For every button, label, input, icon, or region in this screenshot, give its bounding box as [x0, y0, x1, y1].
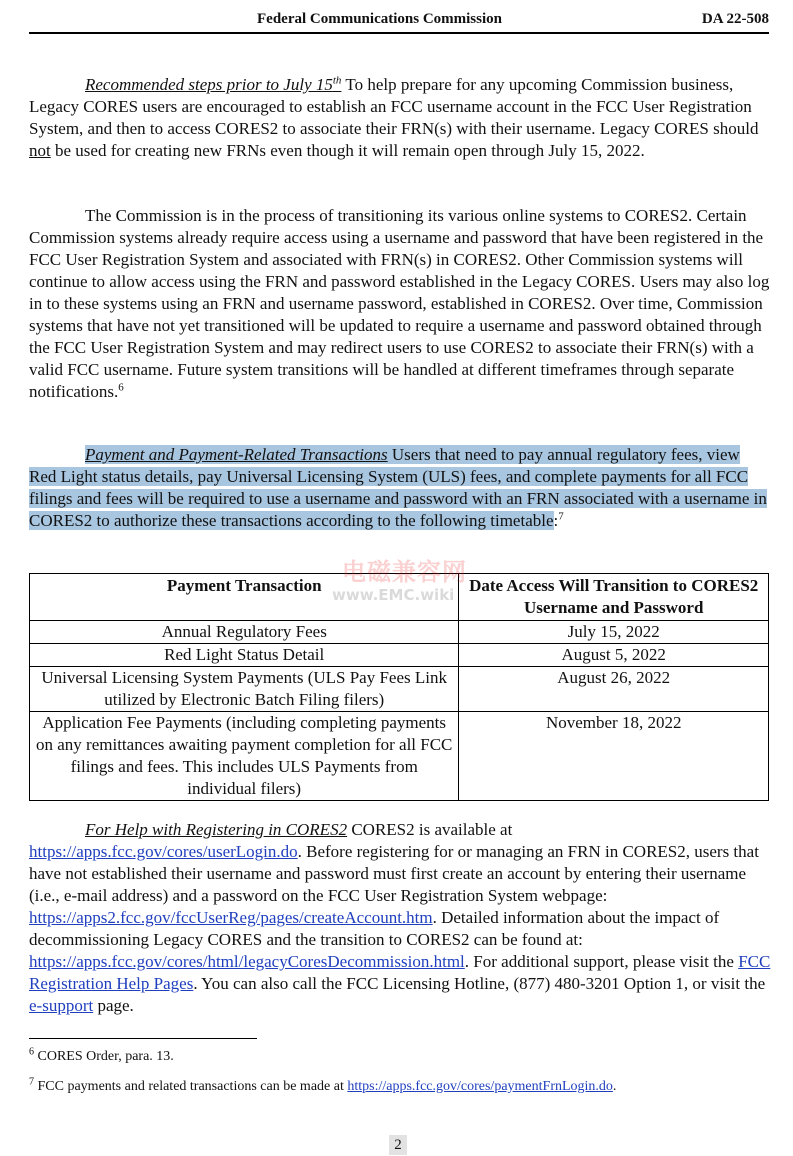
footnote-ref-6[interactable]: 6 [118, 381, 124, 394]
table-cell: August 26, 2022 [459, 667, 769, 712]
table-cell: August 5, 2022 [459, 644, 769, 667]
payment-frn-login-link[interactable]: https://apps.fcc.gov/cores/paymentFrnLogin.do [347, 1079, 613, 1094]
table-row [30, 712, 769, 801]
table-cell: Application Fee Payments (including completing payments on any remittances awaiting payment completion for all FCC filings and fees. This includes ULS Payments from individual filers) [30, 712, 459, 801]
footnote-ref-7[interactable]: 7 [558, 510, 564, 523]
table-cell: Annual Regulatory Fees [30, 621, 459, 644]
emphasis-not: not [29, 141, 51, 160]
paragraph-help-registering: For Help with Registering in CORES2 CORES2 is available at https://apps.fcc.gov/cores/userLogin.do. Before registering for or managing an FRN in CORES2, users that have not established their username and password must first create an account by entering their username (i.e., e-mail address) and a password on the FCC User Registration System webpage: https://apps2.fcc.gov/fccUserReg/pages/createAccount.htm. Detailed information about the impact of decommissioning Legacy CORES and the transition to CORES2 can be found at: https://apps.fcc.gov/cores/html/legacyCoresDecommission.html. For additional support, please visit the FCC Registration Help Pages. You can also call the FCC Licensing Hotline, (877) 480-3201 Option 1, or visit the e-support page. [29, 820, 771, 1015]
e-support-link[interactable]: e-support [29, 996, 94, 1015]
column-header-transaction: Payment Transaction [30, 574, 459, 621]
registration-help-pages-link[interactable]: FCC Registration Help Pages [29, 952, 771, 993]
page-header [29, 10, 769, 34]
footnote-divider [29, 1038, 257, 1039]
table-cell: November 18, 2022 [459, 712, 769, 801]
agency-name: Federal Communications Commission [257, 11, 502, 27]
paragraph-transition: The Commission is in the process of transitioning its various online systems to CORES2. Certain Commission systems already require access using a username and password that have been registered in the FCC User Registration System and associated with FRN(s) in CORES2. Other Commission systems will continue to allow access using the FRN and password established in the Legacy CORES. Users may also log in to these systems using an FRN and username password, established in CORES2. Over time, Commission systems that have not yet transitioned will be updated to require a username and password obtained through the FCC User Registration System and may redirect users to use CORES2 to associate their FRN(s) with a valid FCC username. Future system transitions will be handled at different timeframes through separate notifications.$^6$ [29, 206, 770, 401]
payment-transactions-heading: Payment and Payment-Related Transactions [85, 445, 388, 464]
table-cell: Red Light Status Detail [30, 644, 459, 667]
table-row [30, 644, 769, 667]
paragraph-recommended-steps: Recommended steps prior to July 15th To help prepare for any upcoming Commission business, Legacy CORES users are encouraged to establish an FCC username account in the FCC User Registration System, and then to access CORES2 to associate their FRN(s) with their username. Legacy CORES should not be used for creating new FRNs even though it will remain open through July 15, 2022. [29, 74, 759, 160]
watermark-cn-text: 电磁兼容网 [342, 558, 467, 586]
footnote-7: $^7$ FCC payments and related transactions can be made at https://apps.fcc.gov/cores/paymentFrnLogin.do. [29, 1076, 617, 1094]
document-number: DA 22-508 [701, 11, 769, 27]
table-cell: Universal Licensing System Payments (ULS Pay Fees Link utilized by Electronic Batch Filing filers) [30, 667, 459, 712]
column-header-date: Date Access Will Transition to CORES2 Username and Password [459, 574, 769, 621]
legacy-cores-decommission-link[interactable]: https://apps.fcc.gov/cores/html/legacyCoresDecommission.html [29, 952, 465, 971]
user-login-link[interactable]: https://apps.fcc.gov/cores/userLogin.do [29, 842, 298, 861]
table-cell: July 15, 2022 [459, 621, 769, 644]
table-header-row [30, 574, 769, 621]
footnote-6: $^6$ CORES Order, para. 13. [29, 1046, 174, 1064]
page-number: 2 [389, 1135, 407, 1155]
payment-timetable [29, 573, 769, 801]
watermark-en-text: www.EMC.wiki [332, 586, 455, 604]
table-row [30, 621, 769, 644]
recommended-steps-heading: Recommended steps prior to July 15th [85, 74, 342, 94]
help-registering-heading: For Help with Registering in CORES2 [85, 820, 348, 839]
paragraph-payment-transactions: Payment and Payment-Related Transactions Users that need to pay annual regulatory fees, view Red Light status details, pay Universal Licensing System (ULS) fees, and complete payments for all FCC filings and fees will be required to use a username and password with an FRN associated with a username in CORES2 to authorize these transactions according to the following timetable:$^7$ [29, 445, 767, 530]
table-row [30, 667, 769, 712]
create-account-link[interactable]: https://apps2.fcc.gov/fccUserReg/pages/createAccount.htm [29, 908, 433, 927]
